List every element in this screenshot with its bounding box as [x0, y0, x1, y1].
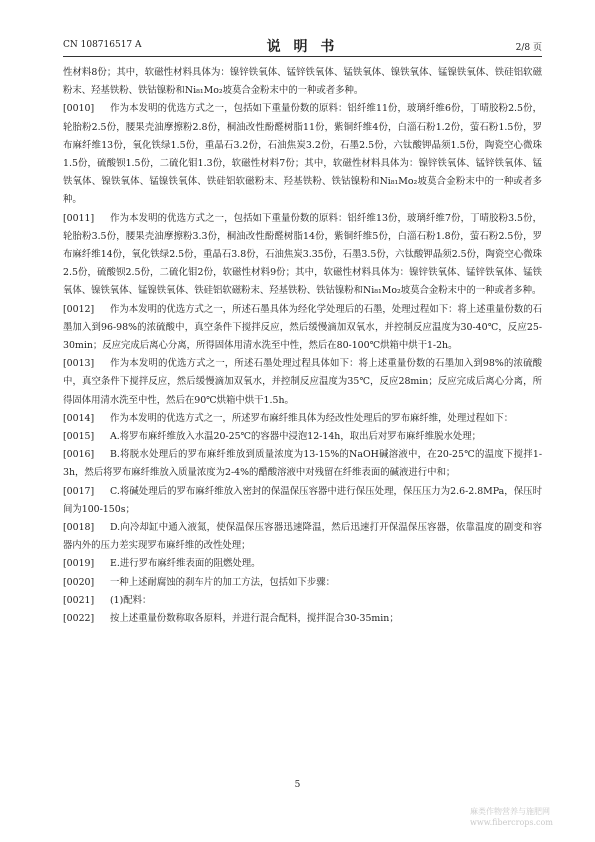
paragraph-text: (1)配料：: [110, 594, 152, 606]
page-number: 5: [294, 780, 301, 790]
paragraph-0021: [63, 592, 542, 610]
paragraph-0014: [63, 410, 542, 428]
paragraph-text: C.将碱处理后的罗布麻纤维放入密封的保温保压容器中进行保压处理，保压压力为2.6-2.8MPa，保压时间为100-150s；: [63, 485, 542, 515]
paragraph-number: [0010]: [63, 103, 95, 115]
body-text: [63, 64, 542, 628]
paragraph-continued: [63, 64, 542, 100]
paragraph-text: 作为本发明的优选方式之一，包括如下重量份数的原料：铝纤维11份，玻璃纤维6份，丁晴胶粉2.5份，轮胎粉2.5份，腰果壳油摩擦粉2.8份，桐油改性酚醛树脂11份，紫铜纤维4份，白淄石粉1.2份，萤石粉1.5份，罗布麻纤维13份，氧化铁绿1.5份，重晶石3.2份，石油焦炭3.2份，石墨2.5份，六钛酸钾晶须1.5份，陶瓷空心微珠1.5份，硫酸钡1.5份，二硫化钼1.3份，软磁性材料7份；其中，软磁性材料具体为：镍锌铁氧体、锰锌铁氧体、锰铁氧体、镍铁氧体、锰镍铁氧体、铁硅铝软磁粉末、羟基铁粉、铁钴镍粉和Ni₈₁Mo₂坡莫合金粉末中的一种或者多种。: [63, 103, 542, 206]
paragraph-number: [0015]: [63, 431, 95, 443]
paragraph-number: [0017]: [63, 485, 95, 497]
paragraph-0011: [63, 210, 542, 301]
paragraph-text: B.将脱水处理后的罗布麻纤维放到质量浓度为13-15%的NaOH碱溶液中，在20-25℃的温度下搅拌1-3h，然后将罗布麻纤维放入质量浓度为2-4%的醋酸溶液中对残留在纤维表面的碱液进行中和；: [63, 449, 542, 479]
paragraph-text: 作为本发明的优选方式之一，包括如下重量份数的原料：铝纤维13份，玻璃纤维7份，丁晴胶粉3.5份，轮胎粉3.5份，腰果壳油摩擦粉3.3份，桐油改性酚醛树脂14份，紫铜纤维5份，白淄石粉1.8份，萤石粉2.5份，罗布麻纤维14份，氧化铁绿2.5份，重晶石3.8份，石油焦炭3.35份，石墨3.5份，六钛酸钾晶须2.5份，陶瓷空心微珠2.5份，硫酸钡2.5份，二硫化钼2份，软磁性材料9份；其中，软磁性材料具体为：镍锌铁氧体、锰锌铁氧体、锰铁氧体、镍铁氧体、锰镍铁氧体、铁硅铝软磁粉末、羟基铁粉、铁钴镍粉和Ni₈₁Mo₂坡莫合金粉末中的一种或者多种。: [63, 212, 542, 297]
paragraph-0015: [63, 428, 542, 446]
document-title: 说 明 书: [266, 39, 339, 55]
paragraph-0016: [63, 446, 542, 482]
page-of-total: 2/8 页: [515, 43, 542, 53]
paragraph-text: 作为本发明的优选方式之一，所述石墨处理过程具体如下：将上述重量份数的石墨加入到98%的浓硫酸中，真空条件下搅拌反应，然后缓慢滴加双氧水，并控制反应温度为35℃，反应28min；反应完成后离心分离，所得固体用清水洗至中性，然后在90℃烘箱中烘干1.5h。: [63, 358, 542, 406]
header-rule: [63, 56, 542, 57]
paragraph-0019: [63, 555, 542, 573]
watermark: [470, 806, 553, 828]
paragraph-number: [0018]: [63, 522, 95, 534]
paragraph-0010: [63, 100, 542, 209]
watermark-url: www.fibercrops.com: [470, 818, 553, 827]
paragraph-text: 按上述重量份数称取各原料，并进行混合配料，搅拌混合30-35min；: [110, 613, 399, 625]
paragraph-0018: [63, 519, 542, 555]
paragraph-text: 一种上述耐腐蚀的刹车片的加工方法，包括如下步骤：: [110, 576, 336, 588]
watermark-title: 麻类作物营养与施肥网: [470, 807, 550, 816]
paragraph-0022: [63, 610, 542, 628]
paragraph-text: D.向冷却缸中通入液氮，使保温保压容器迅速降温，然后迅速打开保温保压容器，依靠温度的剧变和容器内外的压力差实现罗布麻纤维的改性处理；: [63, 522, 542, 552]
paragraph-number: [0012]: [63, 303, 95, 315]
paragraph-0017: [63, 483, 542, 519]
paragraph-0012: [63, 301, 542, 356]
paragraph-0013: [63, 355, 542, 410]
paragraph-number: [0022]: [63, 613, 95, 625]
paragraph-text: A.将罗布麻纤维放入水温20-25℃的容器中浸泡12-14h，取出后对罗布麻纤维脱水处理；: [110, 431, 481, 443]
patent-number: CN 108716517 A: [63, 40, 142, 50]
paragraph-number: [0019]: [63, 558, 95, 570]
paragraph-number: [0013]: [63, 358, 95, 370]
paragraph-text: 性材料8份；其中，软磁性材料具体为：镍锌铁氧体、锰锌铁氧体、锰铁氧体、镍铁氧体、锰镍铁氧体、铁硅铝软磁粉末、羟基铁粉、铁钴镍粉和Ni₈₁Mo₂坡莫合金粉末中的一种或者多种。: [63, 67, 542, 97]
paragraph-text: E.进行罗布麻纤维表面的阻燃处理。: [110, 558, 261, 570]
paragraph-text: 作为本发明的优选方式之一，所述罗布麻纤维具体为经改性处理后的罗布麻纤维，处理过程如下：: [110, 412, 514, 424]
paragraph-number: [0016]: [63, 449, 95, 461]
paragraph-number: [0014]: [63, 412, 95, 424]
page-header: [63, 36, 542, 54]
paragraph-number: [0020]: [63, 576, 95, 588]
paragraph-number: [0021]: [63, 594, 95, 606]
paragraph-text: 作为本发明的优选方式之一，所述石墨具体为经化学处理后的石墨，处理过程如下：将上述重量份数的石墨加入到96-98%的浓硫酸中，真空条件下搅拌反应，然后缓慢滴加双氧水，并控制反应温度为30-40℃，反应25-30min；反应完成后离心分离，所得固体用清水洗至中性，然后在80-100℃烘箱中烘干1-2h。: [63, 303, 542, 352]
paragraph-0020: [63, 574, 542, 592]
paragraph-number: [0011]: [63, 212, 95, 224]
